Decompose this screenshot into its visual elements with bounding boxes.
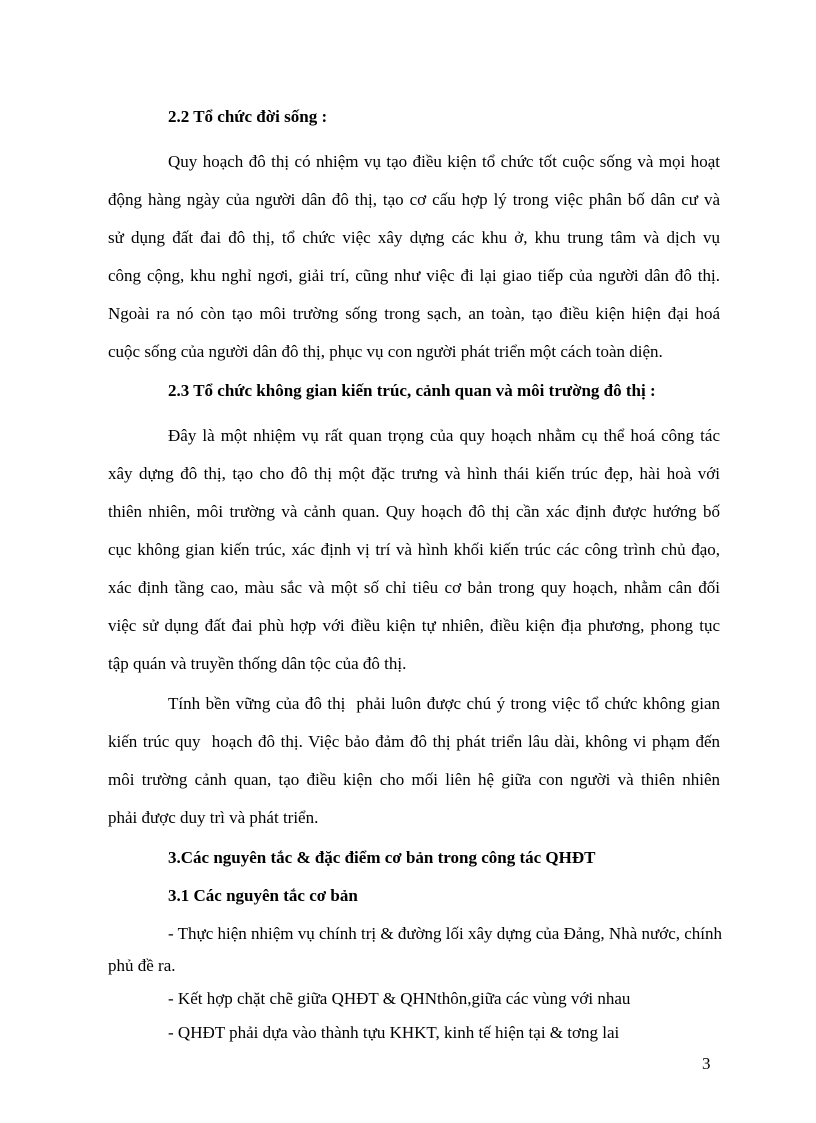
- paragraph-line: cuộc sống của người dân đô thị, phục vụ con người phát triển một cách toàn diện.: [108, 342, 663, 361]
- section-2-3-heading: 2.3 Tổ chức không gian kiến trúc, cảnh quan và môi trường đô thị :: [168, 381, 656, 400]
- paragraph-line: động hàng ngày của người dân đô thị, tạo cơ cấu hợp lý trong việc phân bố dân cư và: [108, 190, 720, 209]
- paragraph-line: công cộng, khu nghỉ ngơi, giải trí, cũng như việc đi lại giao tiếp của người dân đô thị.: [108, 266, 720, 285]
- list-item: - Kết hợp chặt chẽ giữa QHĐT & QHNthôn,giữa các vùng với nhau: [168, 989, 631, 1008]
- list-item: - Thực hiện nhiệm vụ chính trị & đường lối xây dựng của Đảng, Nhà nước, chính: [168, 924, 723, 943]
- section-3-1-heading: 3.1 Các nguyên tắc cơ bản: [168, 886, 358, 905]
- list-item: phủ đề ra.: [108, 956, 176, 975]
- paragraph-line: việc sử dụng đất đai phù hợp với điều kiện tự nhiên, điều kiện địa phương, phong tục: [108, 616, 720, 635]
- paragraph-line: xác định tầng cao, màu sắc và một số chỉ tiêu cơ bản trong quy hoạch, nhằm cân đối: [108, 578, 720, 597]
- paragraph-line: môi trường cảnh quan, tạo điều kiện cho mối liên hệ giữa con người và thiên nhiên: [108, 770, 720, 789]
- section-2-2-heading: 2.2 Tổ chức đời sống :: [168, 107, 328, 126]
- paragraph-line: phải được duy trì và phát triển.: [108, 808, 319, 827]
- paragraph-line: Quy hoạch đô thị có nhiệm vụ tạo điều kiện tổ chức tốt cuộc sống và mọi hoạt: [168, 152, 720, 171]
- paragraph-line: tập quán và truyền thống dân tộc của đô thị.: [108, 654, 407, 673]
- paragraph-line: thiên nhiên, môi trường và cảnh quan. Quy hoạch đô thị cần xác định được hướng bố: [108, 502, 720, 521]
- paragraph-line: cục không gian kiến trúc, xác định vị trí và hình khối kiến trúc các công trình chủ đạo,: [108, 540, 720, 559]
- paragraph-line: Ngoài ra nó còn tạo môi trường sống trong sạch, an toàn, tạo điều kiện hiện đại hoá: [108, 304, 720, 323]
- paragraph-line: sử dụng đất đai đô thị, tổ chức việc xây dựng các khu ở, khu trung tâm và dịch vụ: [108, 228, 720, 247]
- paragraph-line: Đây là một nhiệm vụ rất quan trọng của quy hoạch nhằm cụ thể hoá công tác: [168, 426, 720, 445]
- paragraph-line: xây dựng đô thị, tạo cho đô thị một đặc trưng và hình thái kiến trúc đẹp, hài hoà với: [108, 464, 720, 483]
- paragraph-line: kiến trúc quy hoạch đô thị. Việc bảo đảm đô thị phát triển lâu dài, không vi phạm đến: [108, 732, 720, 751]
- page-number: 3: [702, 1054, 711, 1073]
- paragraph-line: Tính bền vững của đô thị phải luôn được chú ý trong việc tổ chức không gian: [168, 694, 720, 713]
- section-3-heading: 3.Các nguyên tắc & đặc điểm cơ bản trong công tác QHĐT: [168, 848, 596, 867]
- list-item: - QHĐT phải dựa vào thành tựu KHKT, kinh tế hiện tại & tơng lai: [168, 1023, 620, 1042]
